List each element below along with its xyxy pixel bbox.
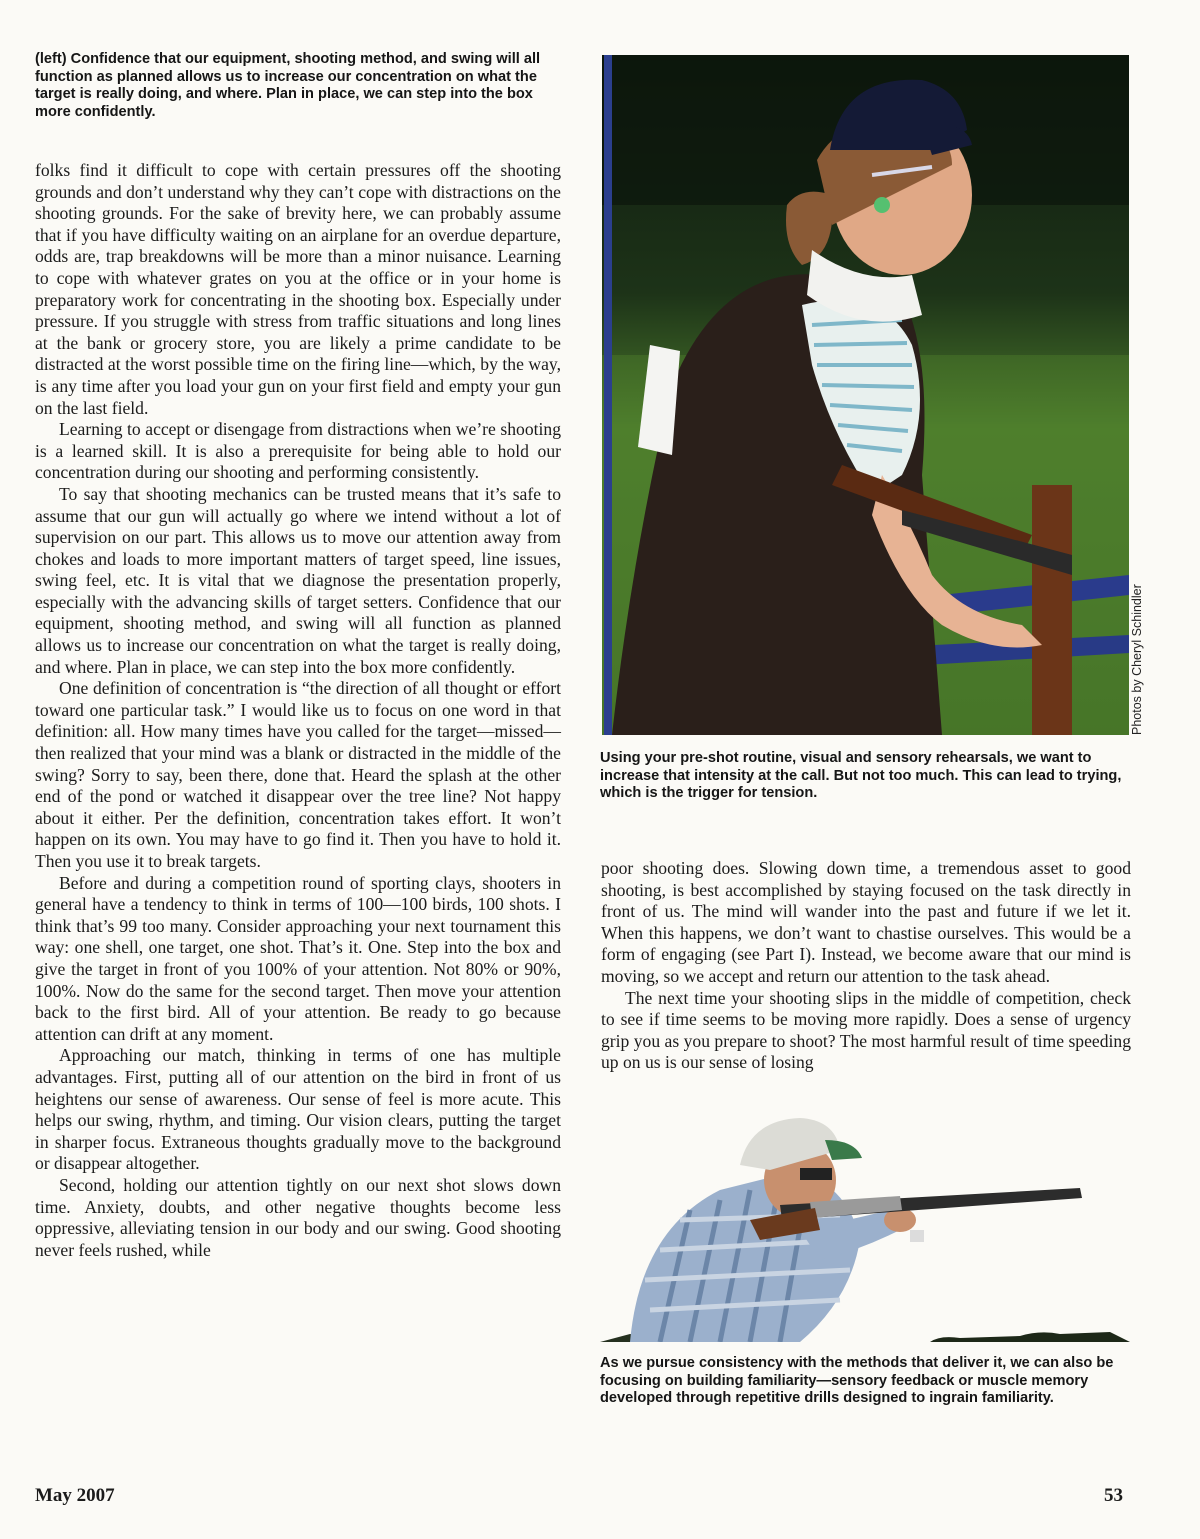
paragraph: The next time your shooting slips in the middle of competition, check to see if time seems to be moving more rapidly. Does a sense of urgency grip you as you prepare to shoot? The most harmful result of time speeding up on us is our sense of losing: [601, 987, 1131, 1073]
caption-photo-man: As we pursue consistency with the methods that deliver it, we can also be focusing on building familiarity—sensory feedback or muscle memory developed through repetitive drills designed to ingrain familiarity.: [600, 1355, 1114, 1407]
right-column-text: [601, 858, 1131, 1074]
paragraph: One definition of concentration is “the direction of all thought or effort toward one particular task.” I would like us to focus on one word in that definition: all. How many times have you called for the target—missed—then realized that your mind was a blank or distracted in the middle of the swing? Sorry to say, been there, done that. Heard the splash at the other end of the pond or watched it disappear over the tree line? Not happy about it either. Per the definition, concentration takes effort. It won’t happen on its own. You may have to go find it. Then you have to hold it. Then you use it to break targets.: [35, 678, 561, 871]
photo-man-shooter: [600, 1110, 1130, 1342]
paragraph: poor shooting does. Slowing down time, a tremendous asset to good shooting, is best accomplished by staying focused on the task directly in front of us. The mind will wander into the past and future if we let it. When this happens, we don’t want to chastise ourselves. This would be a form of engaging (see Part I). Instead, we become aware that our mind is moving, so we accept and return our attention to the task ahead.: [601, 858, 1131, 986]
paragraph: Before and during a competition round of sporting clays, shooters in general have a tendency to think in terms of 100—100 birds, 100 shots. I think that’s 99 too many. Consider approaching your next tournament this way: one shell, one target, one shot. That’s it. One. Step into the box and give the target in front of you 100% of your attention. Not 80% or 90%, 100%. Now do the same for the second target. Then move your attention back to the first bird. All of your attention. Be ready to go because attention can drift at any moment.: [35, 872, 561, 1044]
left-column-text: [35, 160, 561, 1261]
photo-man-shooter-image: [600, 1110, 1130, 1342]
paragraph: Learning to accept or disengage from distractions when we’re shooting is a learned skill. It is also a prerequisite for being able to hold our concentration during our shooting and performing consistently.: [35, 419, 561, 483]
caption-photo-woman: Using your pre-shot routine, visual and sensory rehearsals, we want to increase that intensity at the call. But not too much. This can lead to trying, which is the trigger for tension.: [600, 750, 1122, 802]
issue-date: May 2007: [35, 1485, 115, 1506]
photo-woman-shooter: [602, 55, 1129, 735]
page-number: 53: [1104, 1485, 1123, 1506]
photo-credit: Photos by Cheryl Schindler: [1130, 584, 1144, 735]
paragraph: Approaching our match, thinking in terms of one has multiple advantages. First, putting all of our attention on the bird in front of us heightens our sense of awareness. Our sense of feel is more acute. This helps our swing, rhythm, and timing. Our vision clears, putting the target in sharper focus. Extraneous thoughts gradually move to the background or disappear altogether.: [35, 1045, 561, 1174]
paragraph: Second, holding our attention tightly on our next shot slows down time. Anxiety, doubts, and other negative thoughts become less oppressive, alleviating tension in our body and our swing. Good shooting never feels rushed, while: [35, 1174, 561, 1260]
photo-woman-shooter-image: [602, 55, 1129, 735]
paragraph: To say that shooting mechanics can be trusted means that it’s safe to assume that our gun will actually go where we intend without a lot of supervision on our part. This allows us to move our attention away from chokes and loads to more important matters of target speed, line issues, swing feel, etc. It is vital that we diagnose the presentation properly, especially with the advancing skills of target setters. Confidence that our equipment, shooting method, and swing will all function as planned allows us to increase our concentration on what the target is really doing, and where. Plan in place, we can step into the box more confidently.: [35, 483, 561, 677]
caption-top-left: (left) Confidence that our equipment, shooting method, and swing will all function as planned allows us to increase our concentration on what the target is really doing, and where. Plan in place, we can step into the box more confidently.: [35, 51, 541, 120]
paragraph: folks find it difficult to cope with certain pressures off the shooting grounds and don’t understand why they can’t cope with distractions on the shooting grounds. For the sake of brevity here, we can probably assume that if you have difficulty waiting on an airplane for an overdue departure, odds are, trap breakdowns will be more than a minor nuisance. Learning to cope with whatever grates on you at the office or in your home is preparatory work for concentrating in the shooting box. Especially under pressure. If you struggle with stress from traffic situations and long lines at the bank or grocery store, you are likely a prime candidate to be distracted at the worst possible time on the firing line—which, by the way, is any time after you load your gun on your first field and empty your gun on the last field.: [35, 160, 561, 418]
